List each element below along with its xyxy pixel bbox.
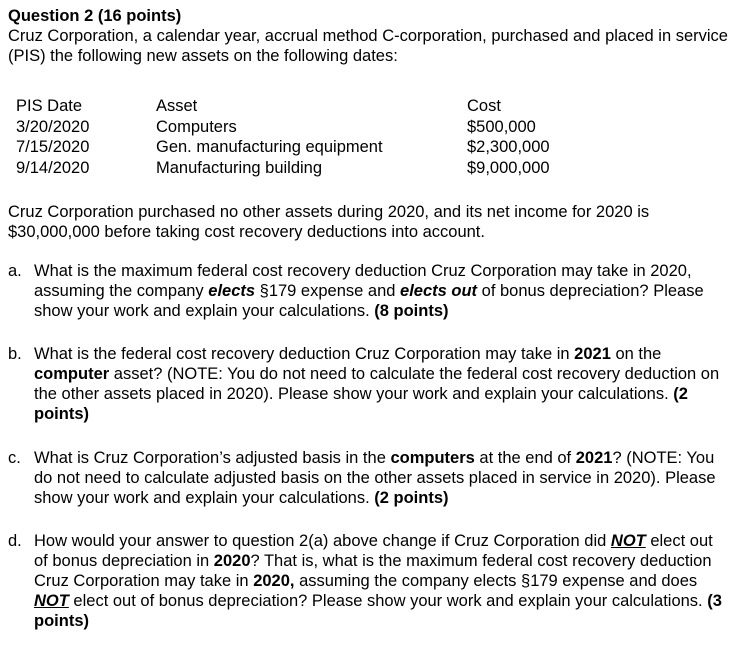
text-run: ? (NOTE: You do not need to calculate adjusted basis on the other assets placed in service in 2020). Please show your work and explain your calculations. — [34, 449, 716, 507]
text-run: What is the maximum federal cost recovery deduction Cruz Corporation may take in 2020, assuming the company — [34, 262, 692, 300]
asset-table — [16, 96, 736, 178]
text-run: elect out of bonus depreciation? Please show your work and explain your calculations. — [68, 592, 708, 610]
bold-computers: computers — [390, 449, 475, 467]
emphasis-elects: elects — [208, 282, 256, 300]
text-run: What is Cruz Corporation’s adjusted basis in the — [34, 449, 391, 467]
question-text — [34, 531, 724, 631]
intro-paragraph: Cruz Corporation, a calendar year, accrual method C-corporation, purchased and placed in service (PIS) the following new assets on the following dates: — [8, 27, 728, 65]
text-run: assuming the company elects §179 expense and does — [294, 572, 698, 590]
points-label: (2 points) — [34, 385, 688, 423]
points-label: (8 points) — [374, 302, 449, 320]
table-row — [16, 117, 736, 138]
purchase-note-paragraph: Cruz Corporation purchased no other assets during 2020, and its net income for 2020 is $30,000,000 before taking cost recovery deductions into account. — [8, 203, 650, 241]
pis-date-cell: 9/14/2020 — [16, 158, 90, 177]
text-run: ? That is, what is the maximum federal cost recovery deduction Cruz Corporation may take in — [34, 552, 712, 590]
text-run: How would your answer to question 2(a) above change if Cruz Corporation did — [34, 532, 611, 550]
asset-cell: Gen. manufacturing equipment — [156, 138, 383, 156]
emphasis-not: NOT — [34, 592, 69, 610]
question-heading: Question 2 (16 points) — [8, 7, 182, 25]
bold-year: 2021 — [574, 345, 611, 363]
question-c — [8, 448, 728, 508]
bold-computer: computer — [34, 365, 110, 383]
question-letter: d. — [8, 532, 22, 550]
cost-cell: $2,300,000 — [467, 138, 550, 156]
question-text — [34, 261, 724, 321]
text-run: §179 expense and — [255, 282, 401, 300]
text-run: asset? (NOTE: You do not need to calculate the federal cost recovery deduction on the other assets placed in 2020). Please show your work and explain your calculations. — [34, 365, 720, 403]
asset-table-header — [16, 96, 736, 117]
emphasis-not: NOT — [610, 532, 646, 550]
text-run: What is the federal cost recovery deduction Cruz Corporation may take in — [34, 345, 575, 363]
question-a — [8, 261, 728, 321]
table-row — [16, 158, 736, 179]
question-d — [8, 531, 728, 631]
bold-year: 2020, — [253, 572, 295, 590]
question-letter: c. — [8, 449, 21, 467]
text-run: at the end of — [474, 449, 576, 467]
asset-cell: Computers — [156, 117, 237, 136]
bold-year: 2020 — [213, 552, 251, 570]
text-run: of bonus depreciation? Please show your work and explain your calculations. — [34, 282, 704, 320]
question-b — [8, 344, 728, 424]
emphasis-elects-out: elects out — [400, 282, 478, 300]
cost-cell: $9,000,000 — [467, 158, 550, 177]
header-asset: Asset — [156, 97, 198, 115]
header-pis-date: PIS Date — [16, 97, 83, 115]
pis-date-cell: 7/15/2020 — [16, 138, 90, 156]
text-run: on the — [610, 345, 662, 363]
points-label: (3 points) — [34, 592, 722, 630]
text-run: elect out of bonus depreciation in — [34, 532, 713, 570]
question-text — [34, 344, 724, 424]
question-letter: a. — [8, 262, 22, 280]
cost-cell: $500,000 — [467, 117, 536, 136]
asset-cell: Manufacturing building — [156, 158, 323, 177]
bold-year: 2021 — [575, 449, 613, 467]
table-row — [16, 137, 736, 158]
points-label: (2 points) — [374, 489, 449, 507]
question-text — [34, 448, 724, 508]
header-cost: Cost — [467, 97, 501, 115]
question-letter: b. — [8, 345, 22, 363]
pis-date-cell: 3/20/2020 — [16, 117, 90, 136]
